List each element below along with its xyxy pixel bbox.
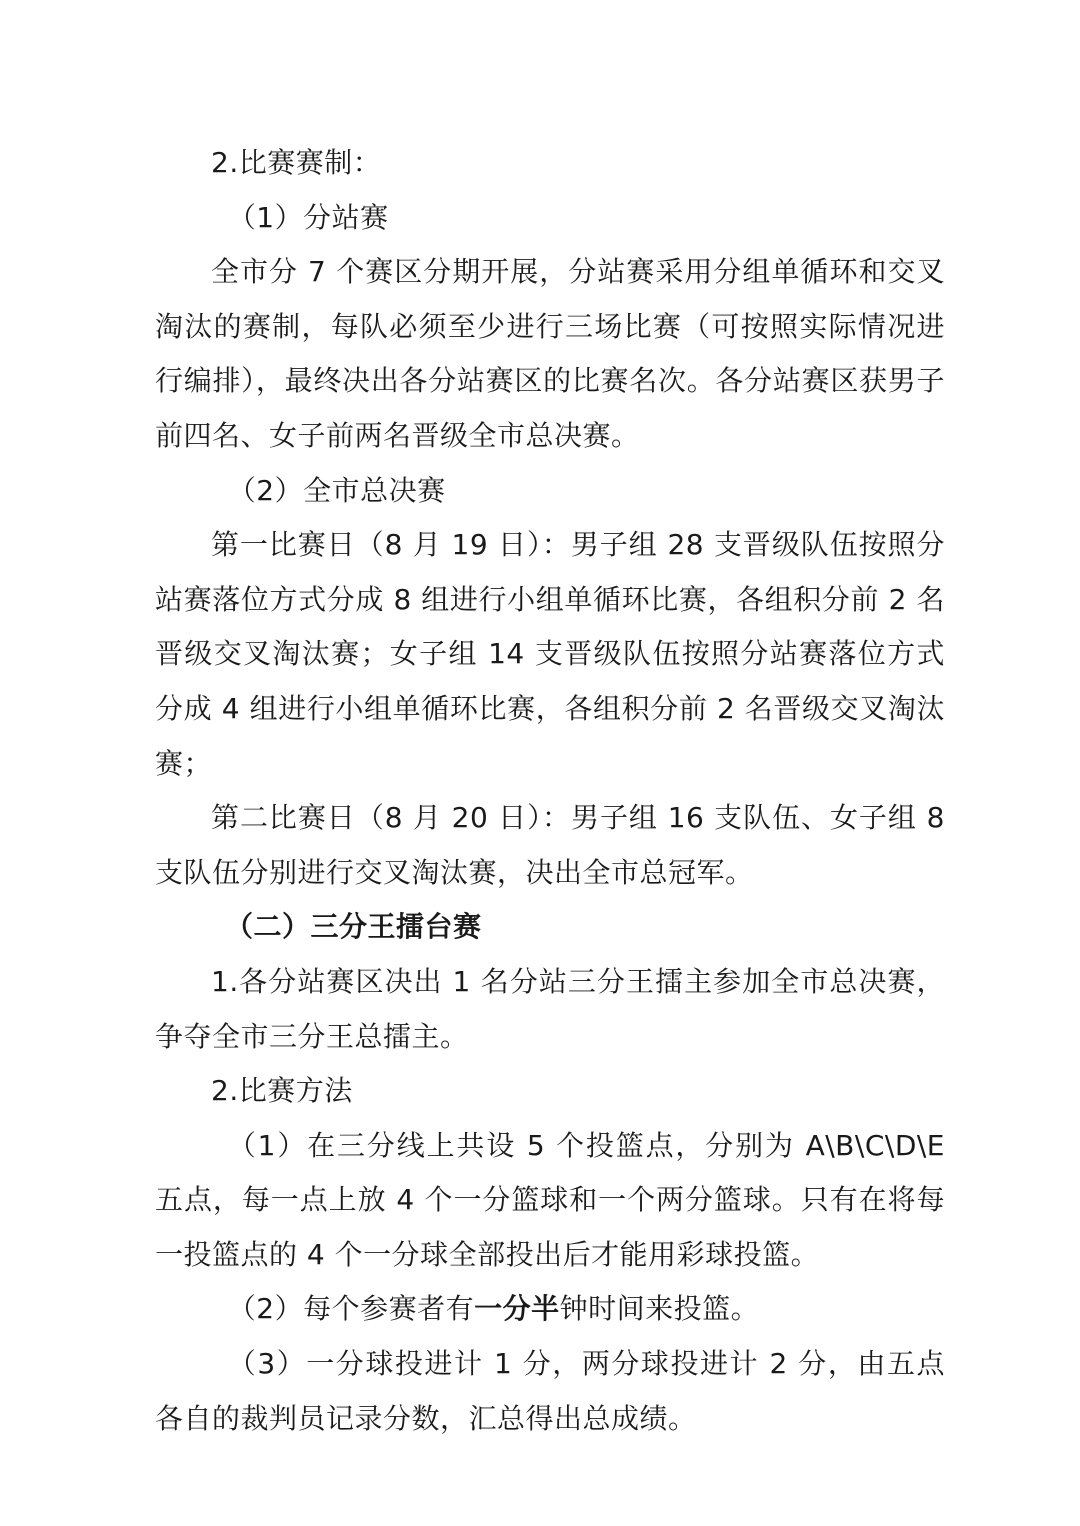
s2-item1: 1.各分站赛区决出 1 名分站三分王擂主参加全市总决赛，争夺全市三分王总擂主。 [155,964,945,1053]
s2-rule3: （3）一分球投进计 1 分，两分球投进计 2 分，由五点各自的裁判员记录分数，汇总得出总成绩。 [155,1347,945,1435]
section2-heading: （二）三分王擂台赛 [225,910,482,944]
sub2-title: （2）全市总决赛 [227,473,446,507]
s2-rule2-suffix: 钟时间来投篮。 [559,1292,760,1326]
day1-paragraph: 第一比赛日（8 月 19 日）：男子组 28 支晋级队伍按照分站赛落位方式分成 8 组进行小组单循环比赛，各组积分前 2 名晋级交叉淘汰赛；女子组 14 支晋级队伍按照分站赛落位方式分成 4 组进行小组单循环比赛，各组积分前 2 名晋级交叉淘汰赛； [155,528,945,780]
sub1-body: 全市分 7 个赛区分期开展，分站赛采用分组单循环和交叉淘汰的赛制，每队必须至少进行三场比赛（可按照实际情况进行编排），最终决出各分站赛区的比赛名次。各分站赛区获男子前四名、女子前两名晋级全市总决赛。 [155,255,945,452]
s2-rule2 [155,1282,945,1337]
s2-item2-title: 2.比赛方法 [211,1074,353,1108]
s2-rule1: （1）在三分线上共设 5 个投篮点，分别为 A\B\C\D\E 五点，每一点上放 4 个一分篮球和一个两分篮球。只有在将每一投篮点的 4 个一分球全部投出后才能用彩球投篮。 [155,1128,945,1271]
document-body [155,136,945,1446]
section-format-title: 2.比赛赛制： [211,146,382,179]
s2-rule2-bold: 一分半 [474,1292,560,1326]
s2-rule2-prefix: （2）每个参赛者有 [227,1292,475,1326]
sub1-title: （1）分站赛 [227,200,389,234]
day2-paragraph: 第二比赛日（8 月 20 日）：男子组 16 支队伍、女子组 8 支队伍分别进行交叉淘汰赛，决出全市总冠军。 [155,801,945,889]
